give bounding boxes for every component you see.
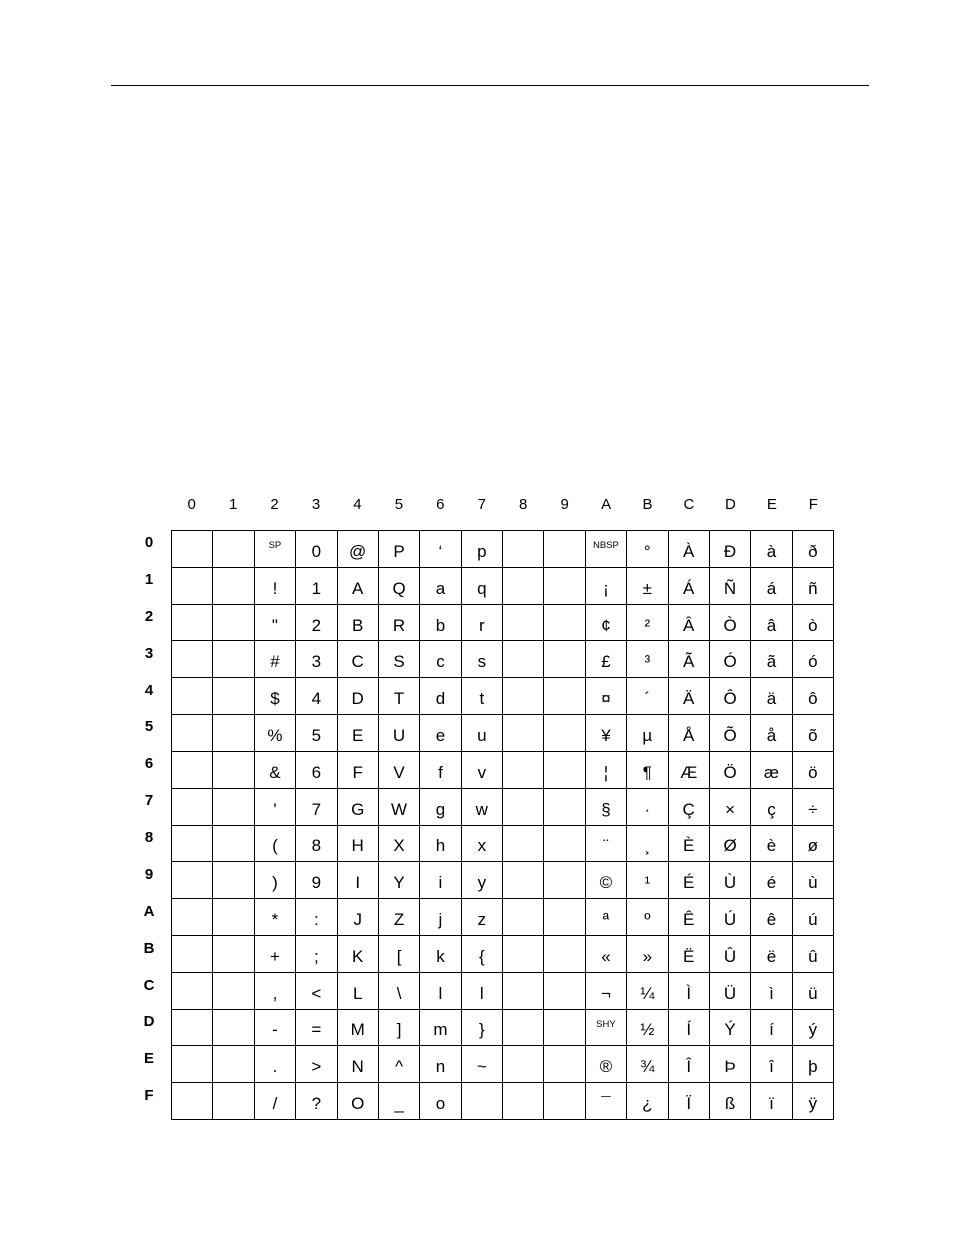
table-cell: q	[462, 568, 503, 605]
table-cell: Å	[669, 715, 710, 752]
table-cell: §	[586, 789, 627, 826]
table-cell	[503, 605, 544, 642]
table-cell: <	[296, 973, 337, 1010]
table-cell	[172, 973, 213, 1010]
table-cell: &	[255, 752, 296, 789]
table-cell: ë	[751, 936, 792, 973]
table-cell: 8	[296, 826, 337, 863]
table-cell	[462, 1083, 503, 1120]
table-cell: ²	[627, 605, 668, 642]
table-cell: r	[462, 605, 503, 642]
column-header: 2	[270, 496, 279, 513]
table-cell	[503, 1010, 544, 1047]
table-cell: k	[420, 936, 461, 973]
table-cell: ´	[627, 678, 668, 715]
table-cell: l	[462, 973, 503, 1010]
table-cell	[172, 752, 213, 789]
table-cell: Z	[379, 899, 420, 936]
top-rule	[111, 85, 869, 86]
table-cell: ò	[793, 605, 834, 642]
table-cell: p	[462, 531, 503, 568]
table-cell	[172, 936, 213, 973]
table-cell: 5	[296, 715, 337, 752]
table-cell	[172, 862, 213, 899]
table-cell: Í	[669, 1010, 710, 1047]
table-cell	[213, 1010, 254, 1047]
table-cell	[544, 568, 585, 605]
table-cell	[503, 641, 544, 678]
table-cell	[503, 678, 544, 715]
table-cell: Ô	[710, 678, 751, 715]
table-cell: ó	[793, 641, 834, 678]
table-cell	[503, 862, 544, 899]
table-cell: H	[338, 826, 379, 863]
table-cell	[213, 605, 254, 642]
table-cell: Ò	[710, 605, 751, 642]
table-cell: û	[793, 936, 834, 973]
table-cell: !	[255, 568, 296, 605]
table-cell	[172, 715, 213, 752]
table-cell: ï	[751, 1083, 792, 1120]
table-cell	[213, 715, 254, 752]
table-cell: ·	[627, 789, 668, 826]
table-cell	[213, 789, 254, 826]
table-cell: î	[751, 1046, 792, 1083]
column-header: E	[766, 496, 777, 513]
table-cell: n	[420, 1046, 461, 1083]
table-cell	[172, 1010, 213, 1047]
table-cell: f	[420, 752, 461, 789]
table-cell: ö	[793, 752, 834, 789]
table-cell	[213, 936, 254, 973]
column-header: 8	[519, 496, 528, 513]
table-cell: S	[379, 641, 420, 678]
table-cell: Õ	[710, 715, 751, 752]
table-cell: È	[669, 826, 710, 863]
table-cell: Ñ	[710, 568, 751, 605]
table-cell: G	[338, 789, 379, 826]
table-cell: -	[255, 1010, 296, 1047]
table-cell: ¯	[586, 1083, 627, 1120]
table-cell	[213, 1083, 254, 1120]
table-cell: ¾	[627, 1046, 668, 1083]
table-cell: B	[338, 605, 379, 642]
table-cell: X	[379, 826, 420, 863]
table-cell: E	[338, 715, 379, 752]
table-cell: z	[462, 899, 503, 936]
row-headers	[134, 530, 164, 1120]
row-header: 4	[144, 681, 154, 699]
table-cell: R	[379, 605, 420, 642]
table-cell	[503, 568, 544, 605]
column-header: 1	[228, 496, 238, 513]
table-cell: M	[338, 1010, 379, 1047]
row-header: B	[143, 939, 155, 957]
table-cell: 6	[296, 752, 337, 789]
table-cell: ô	[793, 678, 834, 715]
table-cell: u	[462, 715, 503, 752]
table-cell: æ	[751, 752, 792, 789]
table-cell	[544, 678, 585, 715]
table-cell: ì	[751, 973, 792, 1010]
table-cell: ?	[296, 1083, 337, 1120]
table-cell: ª	[586, 899, 627, 936]
row-header: 7	[144, 792, 154, 810]
table-cell: Û	[710, 936, 751, 973]
table-cell: ù	[793, 862, 834, 899]
table-cell: è	[751, 826, 792, 863]
table-cell: Ü	[710, 973, 751, 1010]
table-cell	[213, 899, 254, 936]
table-cell	[544, 826, 585, 863]
table-cell: \	[379, 973, 420, 1010]
table-cell: 0	[296, 531, 337, 568]
table-cell: A	[338, 568, 379, 605]
table-cell: *	[255, 899, 296, 936]
table-cell: â	[751, 605, 792, 642]
table-cell: @	[338, 531, 379, 568]
table-cell: W	[379, 789, 420, 826]
table-cell: ;	[296, 936, 337, 973]
column-header: 3	[311, 496, 321, 513]
table-cell: ¼	[627, 973, 668, 1010]
table-cell: á	[751, 568, 792, 605]
table-cell	[544, 973, 585, 1010]
table-cell: i	[420, 862, 461, 899]
table-cell: Î	[669, 1046, 710, 1083]
table-cell: ø	[793, 826, 834, 863]
column-header: 6	[436, 496, 445, 513]
table-cell	[544, 899, 585, 936]
table-cell: ¢	[586, 605, 627, 642]
table-cell	[544, 715, 585, 752]
table-cell: «	[586, 936, 627, 973]
table-cell: ç	[751, 789, 792, 826]
table-cell: ¤	[586, 678, 627, 715]
table-cell: ß	[710, 1083, 751, 1120]
table-cell: ,	[255, 973, 296, 1010]
table-cell: ã	[751, 641, 792, 678]
row-header: 1	[144, 570, 154, 588]
row-header: 6	[144, 755, 154, 773]
row-header: E	[143, 1050, 154, 1068]
column-header: F	[808, 496, 818, 513]
table-cell	[503, 826, 544, 863]
table-cell: 9	[296, 862, 337, 899]
table-cell: ¿	[627, 1083, 668, 1120]
table-cell: %	[255, 715, 296, 752]
row-header: A	[143, 902, 155, 920]
table-cell: l	[420, 973, 461, 1010]
table-cell	[544, 936, 585, 973]
table-cell: Â	[669, 605, 710, 642]
table-cell: +	[255, 936, 296, 973]
table-cell: ×	[710, 789, 751, 826]
table-cell: ¸	[627, 826, 668, 863]
table-cell: (	[255, 826, 296, 863]
row-header: D	[143, 1013, 155, 1031]
table-cell: ¬	[586, 973, 627, 1010]
table-cell: 3	[296, 641, 337, 678]
table-cell: t	[462, 678, 503, 715]
table-cell: 2	[296, 605, 337, 642]
row-header: 5	[144, 718, 154, 736]
table-cell: g	[420, 789, 461, 826]
table-cell: x	[462, 826, 503, 863]
table-cell: a	[420, 568, 461, 605]
table-cell	[213, 752, 254, 789]
table-cell: J	[338, 899, 379, 936]
table-cell	[172, 1046, 213, 1083]
table-cell: .	[255, 1046, 296, 1083]
table-cell: ]	[379, 1010, 420, 1047]
table-cell: Ø	[710, 826, 751, 863]
table-cell	[544, 531, 585, 568]
table-cell: Ú	[710, 899, 751, 936]
table-cell: å	[751, 715, 792, 752]
table-cell: SP	[255, 531, 296, 568]
table-cell: w	[462, 789, 503, 826]
table-cell: "	[255, 605, 296, 642]
table-cell: v	[462, 752, 503, 789]
table-cell: K	[338, 936, 379, 973]
table-cell: ¨	[586, 826, 627, 863]
table-cell	[544, 641, 585, 678]
table-cell	[544, 1046, 585, 1083]
table-cell: Á	[669, 568, 710, 605]
table-cell: Ì	[669, 973, 710, 1010]
table-cell	[503, 936, 544, 973]
table-cell: £	[586, 641, 627, 678]
table-cell	[172, 568, 213, 605]
table-cell	[213, 678, 254, 715]
table-cell: ~	[462, 1046, 503, 1083]
table-cell	[172, 641, 213, 678]
table-cell	[172, 789, 213, 826]
table-cell: Ý	[710, 1010, 751, 1047]
table-cell: Ã	[669, 641, 710, 678]
table-cell: ü	[793, 973, 834, 1010]
table-cell: D	[338, 678, 379, 715]
table-cell: #	[255, 641, 296, 678]
table-cell: ÷	[793, 789, 834, 826]
table-cell: d	[420, 678, 461, 715]
row-header: F	[144, 1087, 154, 1105]
column-header: 7	[477, 496, 486, 513]
column-header: 4	[353, 496, 362, 513]
table-cell: Q	[379, 568, 420, 605]
table-cell	[503, 1083, 544, 1120]
table-cell	[213, 826, 254, 863]
table-cell: é	[751, 862, 792, 899]
table-cell	[503, 531, 544, 568]
table-cell	[544, 1083, 585, 1120]
table-cell: ^	[379, 1046, 420, 1083]
table-cell: ÿ	[793, 1083, 834, 1120]
table-cell: N	[338, 1046, 379, 1083]
table-cell: Ó	[710, 641, 751, 678]
row-header: C	[143, 976, 155, 994]
column-header: B	[642, 496, 653, 513]
table-cell: ê	[751, 899, 792, 936]
table-cell: Ë	[669, 936, 710, 973]
table-cell: =	[296, 1010, 337, 1047]
table-cell	[544, 605, 585, 642]
table-cell: O	[338, 1083, 379, 1120]
table-cell: V	[379, 752, 420, 789]
table-cell: Æ	[669, 752, 710, 789]
table-cell: Ö	[710, 752, 751, 789]
table-cell: L	[338, 973, 379, 1010]
table-cell: >	[296, 1046, 337, 1083]
table-cell: º	[627, 899, 668, 936]
table-cell: 1	[296, 568, 337, 605]
table-cell: ä	[751, 678, 792, 715]
table-cell: )	[255, 862, 296, 899]
table-cell: T	[379, 678, 420, 715]
table-cell: Ê	[669, 899, 710, 936]
table-cell	[544, 752, 585, 789]
character-set-table	[171, 530, 834, 1120]
table-cell: ³	[627, 641, 668, 678]
table-cell: 7	[296, 789, 337, 826]
table-cell: e	[420, 715, 461, 752]
table-cell: ½	[627, 1010, 668, 1047]
table-cell: C	[338, 641, 379, 678]
table-cell	[172, 605, 213, 642]
table-cell: ú	[793, 899, 834, 936]
row-header: 8	[144, 829, 154, 846]
table-cell: o	[420, 1083, 461, 1120]
table-cell: °	[627, 531, 668, 568]
table-cell	[503, 715, 544, 752]
table-cell: þ	[793, 1046, 834, 1083]
column-headers	[171, 494, 834, 516]
table-cell: Þ	[710, 1046, 751, 1083]
table-cell	[172, 826, 213, 863]
table-cell: ±	[627, 568, 668, 605]
table-cell	[213, 568, 254, 605]
row-header: 2	[144, 607, 154, 625]
table-cell: ¶	[627, 752, 668, 789]
table-cell	[213, 531, 254, 568]
table-cell: ®	[586, 1046, 627, 1083]
table-cell: Ç	[669, 789, 710, 826]
table-cell: P	[379, 531, 420, 568]
table-cell: {	[462, 936, 503, 973]
table-cell	[213, 641, 254, 678]
table-cell: /	[255, 1083, 296, 1120]
table-cell	[544, 862, 585, 899]
table-cell	[503, 789, 544, 826]
column-header: C	[683, 496, 695, 513]
table-cell: I	[338, 862, 379, 899]
row-header: 3	[144, 644, 154, 662]
table-cell: à	[751, 531, 792, 568]
table-cell: Ä	[669, 678, 710, 715]
column-header: 0	[187, 496, 196, 513]
table-cell: É	[669, 862, 710, 899]
table-cell: s	[462, 641, 503, 678]
table-cell: 4	[296, 678, 337, 715]
table-cell: ñ	[793, 568, 834, 605]
column-header: 9	[560, 496, 569, 513]
table-cell: Y	[379, 862, 420, 899]
table-cell: ¡	[586, 568, 627, 605]
column-header: D	[724, 496, 736, 513]
table-cell: m	[420, 1010, 461, 1047]
table-cell	[172, 899, 213, 936]
table-cell: y	[462, 862, 503, 899]
table-cell: ¥	[586, 715, 627, 752]
table-cell	[544, 1010, 585, 1047]
table-cell: ¦	[586, 752, 627, 789]
table-cell	[172, 678, 213, 715]
table-cell	[544, 789, 585, 826]
table-cell: ‘	[420, 531, 461, 568]
table-cell: F	[338, 752, 379, 789]
table-cell: b	[420, 605, 461, 642]
table-cell: c	[420, 641, 461, 678]
table-cell: ý	[793, 1010, 834, 1047]
table-cell: $	[255, 678, 296, 715]
table-cell: NBSP	[586, 531, 627, 568]
row-header: 9	[144, 865, 154, 883]
table-cell: }	[462, 1010, 503, 1047]
table-cell: ¹	[627, 862, 668, 899]
table-cell: _	[379, 1083, 420, 1120]
table-cell: õ	[793, 715, 834, 752]
column-header: 5	[394, 496, 404, 513]
table-cell: '	[255, 789, 296, 826]
table-cell: µ	[627, 715, 668, 752]
table-cell: SHY	[586, 1010, 627, 1047]
table-cell: ð	[793, 531, 834, 568]
table-cell	[503, 1046, 544, 1083]
table-cell: Ù	[710, 862, 751, 899]
table-cell: À	[669, 531, 710, 568]
table-cell: Đ	[710, 531, 751, 568]
row-header: 0	[144, 534, 154, 551]
table-cell	[172, 531, 213, 568]
table-cell: j	[420, 899, 461, 936]
table-cell	[213, 1046, 254, 1083]
table-cell	[213, 973, 254, 1010]
table-cell	[172, 1083, 213, 1120]
table-cell: h	[420, 826, 461, 863]
table-cell: U	[379, 715, 420, 752]
table-cell	[503, 752, 544, 789]
table-cell	[213, 862, 254, 899]
table-cell: ©	[586, 862, 627, 899]
table-cell: Ï	[669, 1083, 710, 1120]
table-cell: í	[751, 1010, 792, 1047]
table-cell	[503, 973, 544, 1010]
column-header: A	[601, 496, 612, 513]
table-cell: »	[627, 936, 668, 973]
table-cell: :	[296, 899, 337, 936]
table-cell	[503, 899, 544, 936]
table-cell: [	[379, 936, 420, 973]
